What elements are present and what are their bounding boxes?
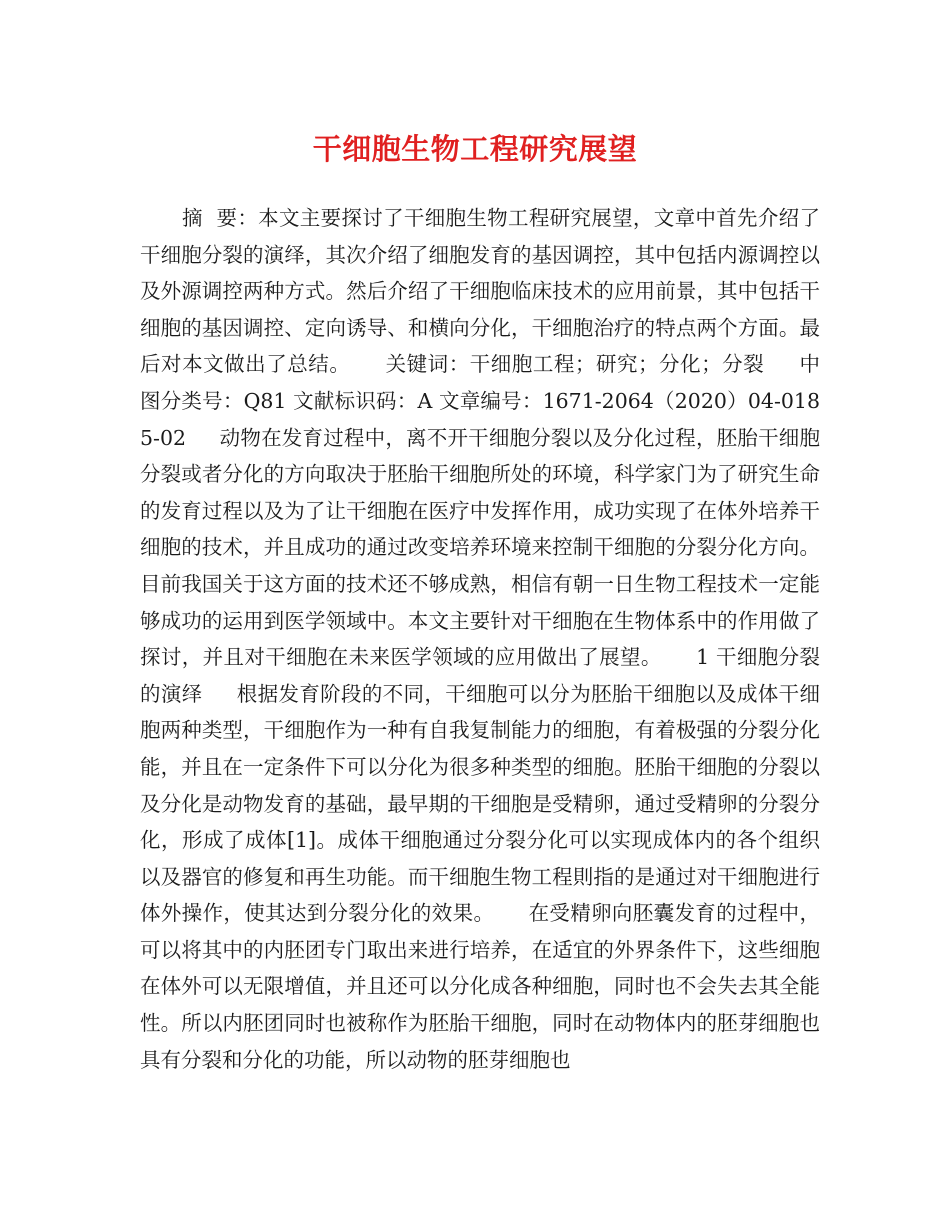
document-body: 摘 要：本文主要探讨了干细胞生物工程研究展望，文章中首先介绍了干细胞分裂的演绎，其次介绍了细胞发育的基因调控，其中包括内源调控以及外源调控两种方式。然后介绍了干细胞临床技术的应用前景，其中包括干细胞的基因调控、定向诱导、和横向分化，干细胞治疗的特点两个方面。最后对本文做出了总结。 关键词：干细胞工程；研究；分化；分裂 中图分类号：Q81 文献标识码：A 文章编号：1671-2064（2020）04-0185-02 动物在发育过程中，离不开干细胞分裂以及分化过程，胚胎干细胞分裂或者分化的方向取决于胚胎干细胞所处的环境，科学家门为了研究生命的发育过程以及为了让干细胞在医疗中发挥作用，成功实现了在体外培养干细胞的技术，并且成功的通过改变培养环境来控制干细胞的分裂分化方向。目前我国关于这方面的技术还不够成熟，相信有朝一日生物工程技术一定能够成功的运用到医学领域中。本文主要针对干细胞在生物体系中的作用做了探讨，并且对干细胞在未来医学领域的应用做出了展望。 1 干细胞分裂的演绎 根据发育阶段的不同，干细胞可以分为胚胎干细胞以及成体干细胞两种类型，干细胞作为一种有自我复制能力的细胞，有着极强的分裂分化能，并且在一定条件下可以分化为很多种类型的细胞。胚胎干细胞的分裂以及分化是动物发育的基础，最早期的干细胞是受精卵，通过受精卵的分裂分化，形成了成体[1]。成体干细胞通过分裂分化可以实现成体内的各个组织以及器官的修复和再生功能。而干细胞生物工程則指的是通过对干细胞进行体外操作，使其达到分裂分化的效果。 在受精卵向胚囊发育的过程中，可以将其中的内胚团专门取出来进行培养，在适宜的外界条件下，这些细胞在体外可以无限增值，并且还可以分化成各种细胞，同时也不会失去其全能性。所以内胚团同时也被称作为胚胎干细胞，同时在动物体内的胚芽细胞也具有分裂和分化的功能，所以动物的胚芽细胞也 xyxy=(140,206,820,1072)
document-title: 干细胞生物工程研究展望 xyxy=(312,132,638,166)
